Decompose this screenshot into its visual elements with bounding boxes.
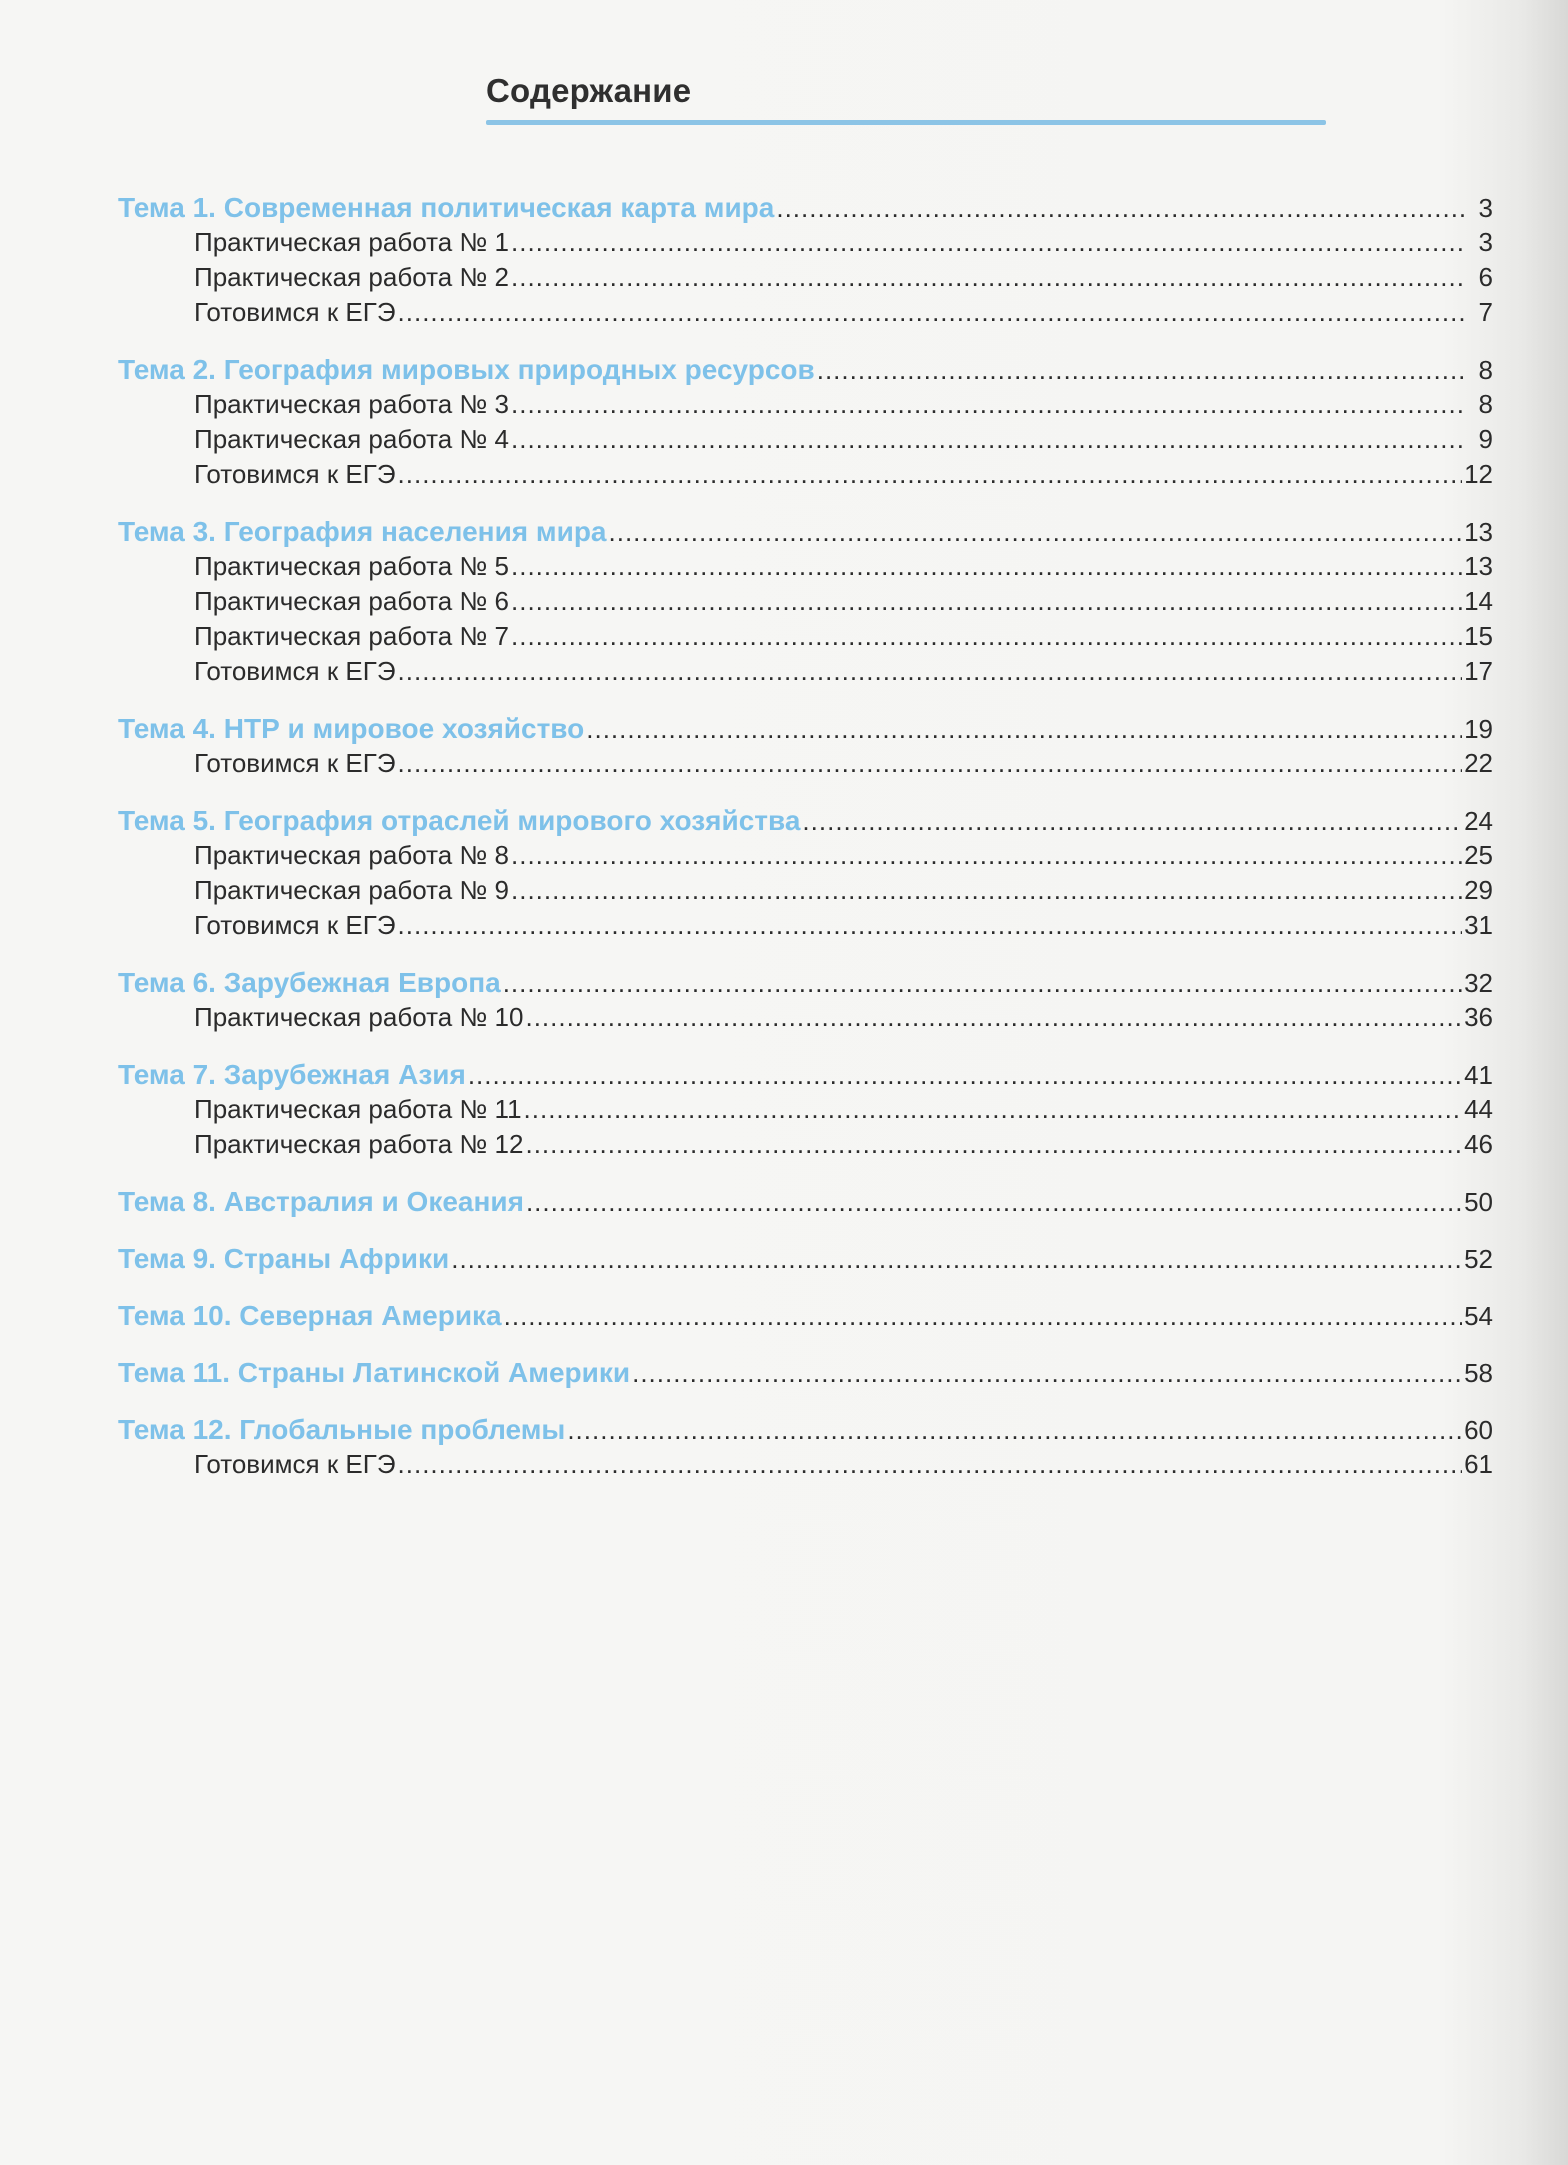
- toc-topic: [118, 1412, 1493, 1447]
- toc-section: [118, 190, 1493, 330]
- toc-topic-page-number: 50: [1464, 1187, 1493, 1217]
- dot-leader: [511, 619, 1462, 654]
- toc-topic-title: Тема 5. География отраслей мирового хозяйства: [118, 805, 801, 836]
- toc-topic: [118, 1184, 1493, 1219]
- toc-item-page-number: 3: [1478, 227, 1493, 257]
- toc-topic-title: Тема 12. Глобальные проблемы: [118, 1414, 566, 1445]
- dot-leader: [525, 1000, 1462, 1035]
- toc-item-title: Практическая работа № 8: [194, 840, 509, 870]
- dot-leader: [511, 549, 1462, 584]
- toc-item: [118, 1092, 1493, 1127]
- toc-item-page-number: 8: [1478, 389, 1493, 419]
- toc-topic-page-number: 58: [1464, 1358, 1493, 1388]
- toc-item-title: Готовимся к ЕГЭ: [194, 910, 396, 940]
- toc-item-page-number: 29: [1464, 875, 1493, 905]
- dot-leader: [451, 1242, 1462, 1277]
- toc-item-page-number: 31: [1464, 910, 1493, 940]
- toc-item-title: Практическая работа № 11: [194, 1094, 522, 1124]
- toc-item: [118, 1000, 1493, 1035]
- toc-item-page-number: 7: [1478, 297, 1493, 327]
- toc-section: [118, 1298, 1493, 1333]
- heading-block: [486, 72, 1326, 125]
- toc-item-page-number: 9: [1478, 424, 1493, 454]
- toc-topic-page-number: 13: [1464, 517, 1493, 547]
- toc-item: [118, 225, 1493, 260]
- toc-item-page-number: 14: [1464, 586, 1493, 616]
- dot-leader: [817, 353, 1467, 388]
- dot-leader: [398, 654, 1463, 689]
- dot-leader: [511, 260, 1467, 295]
- dot-leader: [776, 191, 1467, 226]
- dot-leader: [504, 1299, 1462, 1334]
- toc-topic-title: Тема 11. Страны Латинской Америки: [118, 1357, 631, 1388]
- toc-section: [118, 1241, 1493, 1276]
- toc-topic-page-number: 19: [1464, 714, 1493, 744]
- toc-item: [118, 873, 1493, 908]
- toc-item: [118, 908, 1493, 943]
- toc-topic: [118, 1241, 1493, 1276]
- toc-item-page-number: 6: [1478, 262, 1493, 292]
- toc-item-title: Практическая работа № 5: [194, 551, 509, 581]
- toc-topic-page-number: 8: [1478, 355, 1493, 385]
- toc-item: [118, 387, 1493, 422]
- toc-section: [118, 1057, 1493, 1162]
- toc-item-title: Практическая работа № 4: [194, 424, 509, 454]
- toc-topic-title: Тема 6. Зарубежная Европа: [118, 967, 501, 998]
- toc-section: [118, 1355, 1493, 1390]
- toc-item-title: Готовимся к ЕГЭ: [194, 748, 396, 778]
- toc-section: [118, 711, 1493, 781]
- toc-item-page-number: 36: [1464, 1002, 1493, 1032]
- dot-leader: [511, 422, 1467, 457]
- page-title: Содержание: [486, 72, 692, 109]
- title-underline: [486, 120, 1326, 125]
- dot-leader: [511, 838, 1462, 873]
- dot-leader: [503, 966, 1462, 1001]
- toc-item: [118, 260, 1493, 295]
- toc-item-title: Готовимся к ЕГЭ: [194, 297, 396, 327]
- dot-leader: [525, 1127, 1462, 1162]
- toc-item: [118, 838, 1493, 873]
- toc-topic: [118, 190, 1493, 225]
- toc-topic-page-number: 52: [1464, 1244, 1493, 1274]
- toc-topic: [118, 514, 1493, 549]
- toc-topic-title: Тема 10. Северная Америка: [118, 1300, 502, 1331]
- toc-item-title: Готовимся к ЕГЭ: [194, 656, 396, 686]
- toc-topic: [118, 1057, 1493, 1092]
- table-of-contents: [118, 190, 1493, 1504]
- toc-topic-title: Тема 9. Страны Африки: [118, 1243, 450, 1274]
- toc-section: [118, 803, 1493, 943]
- toc-topic-page-number: 60: [1464, 1415, 1493, 1445]
- dot-leader: [468, 1058, 1462, 1093]
- toc-item-page-number: 61: [1464, 1449, 1493, 1479]
- toc-topic-title: Тема 7. Зарубежная Азия: [118, 1059, 466, 1090]
- toc-item-title: Практическая работа № 7: [194, 621, 509, 651]
- toc-topic: [118, 1355, 1493, 1390]
- toc-topic: [118, 803, 1493, 838]
- toc-topic-page-number: 24: [1464, 806, 1493, 836]
- toc-topic-title: Тема 4. НТР и мировое хозяйство: [118, 713, 585, 744]
- dot-leader: [398, 908, 1463, 943]
- dot-leader: [511, 387, 1467, 422]
- toc-item: [118, 1127, 1493, 1162]
- toc-topic-title: Тема 1. Современная политическая карта мира: [118, 192, 775, 223]
- toc-item-title: Практическая работа № 1: [194, 227, 509, 257]
- toc-item-title: Практическая работа № 3: [194, 389, 509, 419]
- toc-item: [118, 746, 1493, 781]
- toc-topic-page-number: 3: [1478, 193, 1493, 223]
- dot-leader: [511, 584, 1462, 619]
- toc-item-page-number: 25: [1464, 840, 1493, 870]
- toc-topic: [118, 352, 1493, 387]
- toc-item-page-number: 22: [1464, 748, 1493, 778]
- toc-topic-title: Тема 3. География населения мира: [118, 516, 607, 547]
- toc-item: [118, 654, 1493, 689]
- dot-leader: [511, 225, 1467, 260]
- toc-section: [118, 965, 1493, 1035]
- toc-item: [118, 619, 1493, 654]
- toc-topic-page-number: 41: [1464, 1060, 1493, 1090]
- toc-topic-title: Тема 8. Австралия и Океания: [118, 1186, 524, 1217]
- toc-item: [118, 422, 1493, 457]
- toc-topic-title: Тема 2. География мировых природных ресурсов: [118, 354, 815, 385]
- toc-item-page-number: 44: [1464, 1094, 1493, 1124]
- dot-leader: [802, 804, 1462, 839]
- dot-leader: [586, 712, 1462, 747]
- toc-item: [118, 1447, 1493, 1482]
- toc-item-title: Практическая работа № 9: [194, 875, 509, 905]
- toc-section: [118, 514, 1493, 689]
- toc-item-title: Готовимся к ЕГЭ: [194, 459, 396, 489]
- toc-item-page-number: 15: [1464, 621, 1493, 651]
- dot-leader: [398, 746, 1463, 781]
- toc-item-page-number: 13: [1464, 551, 1493, 581]
- toc-item: [118, 584, 1493, 619]
- dot-leader: [609, 515, 1463, 550]
- dot-leader: [526, 1185, 1462, 1220]
- toc-item-page-number: 17: [1464, 656, 1493, 686]
- toc-item: [118, 295, 1493, 330]
- toc-section: [118, 1184, 1493, 1219]
- toc-item-title: Практическая работа № 2: [194, 262, 509, 292]
- dot-leader: [567, 1413, 1462, 1448]
- toc-topic: [118, 711, 1493, 746]
- toc-item-page-number: 12: [1464, 459, 1493, 489]
- dot-leader: [398, 1447, 1463, 1482]
- toc-item-page-number: 46: [1464, 1129, 1493, 1159]
- toc-section: [118, 352, 1493, 492]
- toc-item-title: Практическая работа № 12: [194, 1129, 524, 1159]
- toc-item: [118, 549, 1493, 584]
- dot-leader: [398, 457, 1463, 492]
- dot-leader: [632, 1356, 1462, 1391]
- toc-topic: [118, 965, 1493, 1000]
- toc-topic-page-number: 32: [1464, 968, 1493, 998]
- toc-item: [118, 457, 1493, 492]
- dot-leader: [398, 295, 1467, 330]
- dot-leader: [524, 1092, 1463, 1127]
- toc-section: [118, 1412, 1493, 1482]
- toc-item-title: Практическая работа № 10: [194, 1002, 524, 1032]
- toc-item-title: Практическая работа № 6: [194, 586, 509, 616]
- toc-topic-page-number: 54: [1464, 1301, 1493, 1331]
- toc-item-title: Готовимся к ЕГЭ: [194, 1449, 396, 1479]
- dot-leader: [511, 873, 1462, 908]
- toc-topic: [118, 1298, 1493, 1333]
